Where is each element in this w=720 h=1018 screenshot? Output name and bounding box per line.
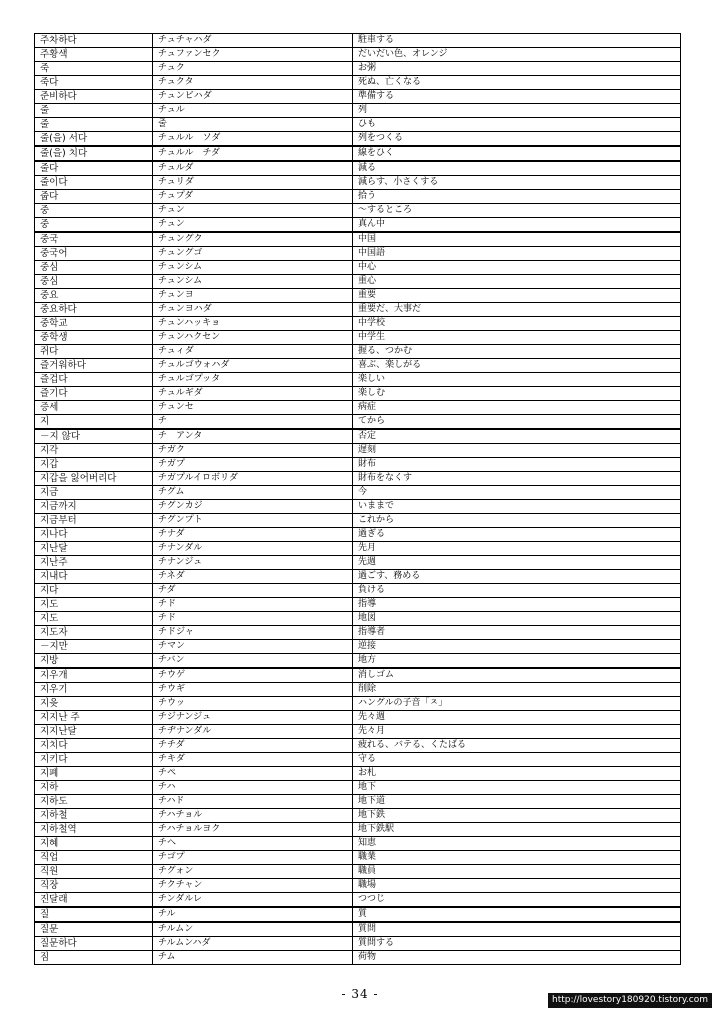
- korean-word-cell: 지: [35, 415, 153, 430]
- katakana-reading-cell: チグンカジ: [153, 500, 353, 514]
- table-row: [35, 556, 681, 570]
- table-row: [35, 359, 681, 373]
- katakana-reading-cell: チハチョル: [153, 809, 353, 823]
- japanese-meaning-cell: 中国語: [353, 247, 681, 261]
- katakana-reading-cell: チルムンハダ: [153, 937, 353, 951]
- korean-word-cell: 지갑을 잃어버리다: [35, 472, 153, 486]
- japanese-meaning-cell: 楽しむ: [353, 387, 681, 401]
- table-row: [35, 289, 681, 303]
- japanese-meaning-cell: 中心: [353, 261, 681, 275]
- korean-word-cell: 지폐: [35, 767, 153, 781]
- katakana-reading-cell: チバン: [153, 654, 353, 669]
- korean-word-cell: 질: [35, 907, 153, 922]
- japanese-meaning-cell: 重要だ、大事だ: [353, 303, 681, 317]
- table-row: [35, 640, 681, 654]
- korean-word-cell: 지방: [35, 654, 153, 669]
- korean-word-cell: 지도: [35, 598, 153, 612]
- japanese-meaning-cell: 中学校: [353, 317, 681, 331]
- korean-word-cell: 죽다: [35, 76, 153, 90]
- table-row: [35, 373, 681, 387]
- katakana-reading-cell: チハド: [153, 795, 353, 809]
- japanese-meaning-cell: ハングルの子音「ㅈ」: [353, 697, 681, 711]
- blog-url-watermark: http://lovestory180920.tistory.com: [548, 993, 712, 1008]
- korean-word-cell: 지도: [35, 612, 153, 626]
- japanese-meaning-cell: 質問: [353, 922, 681, 937]
- table-row: [35, 795, 681, 809]
- table-row: [35, 697, 681, 711]
- katakana-reading-cell: チュン: [153, 218, 353, 233]
- table-row: [35, 472, 681, 486]
- katakana-reading-cell: チュファンセク: [153, 48, 353, 62]
- katakana-reading-cell: チュングゴ: [153, 247, 353, 261]
- table-row: [35, 612, 681, 626]
- korean-word-cell: 지각: [35, 444, 153, 458]
- table-row: [35, 34, 681, 48]
- japanese-meaning-cell: 疲れる、バテる、くたばる: [353, 739, 681, 753]
- korean-word-cell: 직장: [35, 879, 153, 893]
- japanese-meaning-cell: 列: [353, 104, 681, 118]
- katakana-reading-cell: チドジャ: [153, 626, 353, 640]
- table-row: [35, 76, 681, 90]
- korean-word-cell: 중: [35, 204, 153, 218]
- japanese-meaning-cell: 先々週: [353, 711, 681, 725]
- japanese-meaning-cell: 財布をなくす: [353, 472, 681, 486]
- japanese-meaning-cell: ひも: [353, 118, 681, 132]
- table-row: [35, 809, 681, 823]
- korean-word-cell: 줄다: [35, 161, 153, 176]
- katakana-reading-cell: チュンセ: [153, 401, 353, 415]
- table-row: [35, 190, 681, 204]
- japanese-meaning-cell: 地下: [353, 781, 681, 795]
- japanese-meaning-cell: 列をつくる: [353, 132, 681, 147]
- japanese-meaning-cell: 削除: [353, 683, 681, 697]
- table-row: [35, 823, 681, 837]
- japanese-meaning-cell: 拾う: [353, 190, 681, 204]
- korean-word-cell: 지도자: [35, 626, 153, 640]
- korean-word-cell: 쥐다: [35, 345, 153, 359]
- japanese-meaning-cell: 線をひく: [353, 146, 681, 161]
- korean-word-cell: 즐거워하다: [35, 359, 153, 373]
- japanese-meaning-cell: 地下鉄駅: [353, 823, 681, 837]
- japanese-meaning-cell: 病症: [353, 401, 681, 415]
- korean-word-cell: 지난주: [35, 556, 153, 570]
- table-row: [35, 767, 681, 781]
- katakana-reading-cell: チダ: [153, 584, 353, 598]
- korean-word-cell: 짐: [35, 951, 153, 965]
- table-row: [35, 161, 681, 176]
- katakana-reading-cell: チド: [153, 612, 353, 626]
- katakana-reading-cell: チハチョルヨク: [153, 823, 353, 837]
- japanese-meaning-cell: 指導: [353, 598, 681, 612]
- katakana-reading-cell: チル: [153, 907, 353, 922]
- japanese-meaning-cell: 荷物: [353, 951, 681, 965]
- korean-word-cell: 지혜: [35, 837, 153, 851]
- korean-word-cell: 지난달: [35, 542, 153, 556]
- japanese-meaning-cell: 財布: [353, 458, 681, 472]
- japanese-meaning-cell: 楽しい: [353, 373, 681, 387]
- japanese-meaning-cell: ～するところ: [353, 204, 681, 218]
- table-row: [35, 937, 681, 951]
- japanese-meaning-cell: 減らす、小さくする: [353, 176, 681, 190]
- japanese-meaning-cell: 職員: [353, 865, 681, 879]
- table-row: [35, 317, 681, 331]
- japanese-meaning-cell: 負ける: [353, 584, 681, 598]
- korean-word-cell: 직업: [35, 851, 153, 865]
- table-row: [35, 104, 681, 118]
- katakana-reading-cell: チュルル チダ: [153, 146, 353, 161]
- table-row: [35, 542, 681, 556]
- table-row: [35, 584, 681, 598]
- katakana-reading-cell: チウゲ: [153, 668, 353, 683]
- katakana-reading-cell: チルムン: [153, 922, 353, 937]
- table-row: [35, 444, 681, 458]
- table-row: [35, 176, 681, 190]
- table-row: [35, 626, 681, 640]
- table-row: [35, 48, 681, 62]
- japanese-meaning-cell: 地下道: [353, 795, 681, 809]
- table-row: [35, 951, 681, 965]
- korean-word-cell: 중국: [35, 232, 153, 247]
- table-row: [35, 415, 681, 430]
- japanese-meaning-cell: お粥: [353, 62, 681, 76]
- japanese-meaning-cell: 今: [353, 486, 681, 500]
- table-row: [35, 387, 681, 401]
- table-row: [35, 90, 681, 104]
- katakana-reading-cell: チュンシム: [153, 275, 353, 289]
- japanese-meaning-cell: 地方: [353, 654, 681, 669]
- japanese-meaning-cell: 真ん中: [353, 218, 681, 233]
- korean-word-cell: 중학교: [35, 317, 153, 331]
- japanese-meaning-cell: お札: [353, 767, 681, 781]
- katakana-reading-cell: チウギ: [153, 683, 353, 697]
- katakana-reading-cell: チュクタ: [153, 76, 353, 90]
- korean-word-cell: 주차하다: [35, 34, 153, 48]
- korean-word-cell: 지다: [35, 584, 153, 598]
- katakana-reading-cell: チナンダル: [153, 542, 353, 556]
- japanese-meaning-cell: 遅刻: [353, 444, 681, 458]
- katakana-reading-cell: チクチャン: [153, 879, 353, 893]
- korean-word-cell: 중요하다: [35, 303, 153, 317]
- katakana-reading-cell: チュンヨハダ: [153, 303, 353, 317]
- korean-word-cell: 지우개: [35, 668, 153, 683]
- katakana-reading-cell: チュルゴウォハダ: [153, 359, 353, 373]
- korean-word-cell: 진달래: [35, 893, 153, 908]
- katakana-reading-cell: チュングク: [153, 232, 353, 247]
- japanese-meaning-cell: 握る、つかむ: [353, 345, 681, 359]
- table-row: [35, 851, 681, 865]
- japanese-meaning-cell: 重要: [353, 289, 681, 303]
- table-row: [35, 922, 681, 937]
- katakana-reading-cell: チ: [153, 415, 353, 430]
- table-row: [35, 753, 681, 767]
- japanese-meaning-cell: 逆接: [353, 640, 681, 654]
- katakana-reading-cell: チヂナンダル: [153, 725, 353, 739]
- korean-word-cell: 지지난달: [35, 725, 153, 739]
- korean-word-cell: 지금부터: [35, 514, 153, 528]
- table-row: [35, 683, 681, 697]
- katakana-reading-cell: チキダ: [153, 753, 353, 767]
- table-row: [35, 331, 681, 345]
- katakana-reading-cell: チュルダ: [153, 161, 353, 176]
- korean-word-cell: 즐겁다: [35, 373, 153, 387]
- japanese-meaning-cell: 地図: [353, 612, 681, 626]
- katakana-reading-cell: チグォン: [153, 865, 353, 879]
- korean-word-cell: 죽: [35, 62, 153, 76]
- japanese-meaning-cell: 指導者: [353, 626, 681, 640]
- japanese-meaning-cell: 重心: [353, 275, 681, 289]
- korean-word-cell: 즐기다: [35, 387, 153, 401]
- vocabulary-table: [34, 33, 681, 965]
- katakana-reading-cell: チュンビハダ: [153, 90, 353, 104]
- japanese-meaning-cell: つつじ: [353, 893, 681, 908]
- japanese-meaning-cell: 死ぬ、亡くなる: [353, 76, 681, 90]
- table-row: [35, 232, 681, 247]
- table-row: [35, 528, 681, 542]
- table-row: [35, 218, 681, 233]
- table-row: [35, 204, 681, 218]
- korean-word-cell: 준비하다: [35, 90, 153, 104]
- katakana-reading-cell: チンダルレ: [153, 893, 353, 908]
- katakana-reading-cell: チナンジュ: [153, 556, 353, 570]
- korean-word-cell: 줍다: [35, 190, 153, 204]
- korean-word-cell: 직원: [35, 865, 153, 879]
- korean-word-cell: 지하철: [35, 809, 153, 823]
- table-row: [35, 865, 681, 879]
- table-row: [35, 303, 681, 317]
- korean-word-cell: 중: [35, 218, 153, 233]
- japanese-meaning-cell: 喜ぶ、楽しがる: [353, 359, 681, 373]
- korean-word-cell: 지읒: [35, 697, 153, 711]
- korean-word-cell: 지지난 주: [35, 711, 153, 725]
- korean-word-cell: 증세: [35, 401, 153, 415]
- katakana-reading-cell: チガク: [153, 444, 353, 458]
- katakana-reading-cell: チジナンジュ: [153, 711, 353, 725]
- table-row: [35, 739, 681, 753]
- korean-word-cell: 지우기: [35, 683, 153, 697]
- table-row: [35, 893, 681, 908]
- korean-word-cell: 줄이다: [35, 176, 153, 190]
- table-row: [35, 118, 681, 132]
- korean-word-cell: 중요: [35, 289, 153, 303]
- katakana-reading-cell: チグム: [153, 486, 353, 500]
- korean-word-cell: 지내다: [35, 570, 153, 584]
- korean-word-cell: 줄(을) 치다: [35, 146, 153, 161]
- table-row: [35, 781, 681, 795]
- katakana-reading-cell: チュク: [153, 62, 353, 76]
- japanese-meaning-cell: 減る: [353, 161, 681, 176]
- japanese-meaning-cell: 否定: [353, 429, 681, 444]
- japanese-meaning-cell: てから: [353, 415, 681, 430]
- katakana-reading-cell: チナダ: [153, 528, 353, 542]
- japanese-meaning-cell: いままで: [353, 500, 681, 514]
- japanese-meaning-cell: 過ぎる: [353, 528, 681, 542]
- table-row: [35, 654, 681, 669]
- page-number: - 34 -: [341, 987, 379, 1001]
- katakana-reading-cell: チガプ: [153, 458, 353, 472]
- katakana-reading-cell: チハ: [153, 781, 353, 795]
- japanese-meaning-cell: 先週: [353, 556, 681, 570]
- korean-word-cell: 중심: [35, 261, 153, 275]
- korean-word-cell: －지만: [35, 640, 153, 654]
- japanese-meaning-cell: 中国: [353, 232, 681, 247]
- korean-word-cell: 중학생: [35, 331, 153, 345]
- japanese-meaning-cell: 先々月: [353, 725, 681, 739]
- table-row: [35, 345, 681, 359]
- katakana-reading-cell: チチダ: [153, 739, 353, 753]
- japanese-meaning-cell: 職場: [353, 879, 681, 893]
- katakana-reading-cell: チュンシム: [153, 261, 353, 275]
- korean-word-cell: 중국어: [35, 247, 153, 261]
- katakana-reading-cell: チュルギダ: [153, 387, 353, 401]
- katakana-reading-cell: チマン: [153, 640, 353, 654]
- japanese-meaning-cell: 守る: [353, 753, 681, 767]
- korean-word-cell: 줄(을) 서다: [35, 132, 153, 147]
- table-row: [35, 247, 681, 261]
- vocabulary-table-body: [35, 34, 681, 965]
- katakana-reading-cell: チヘ: [153, 837, 353, 851]
- korean-word-cell: 주황색: [35, 48, 153, 62]
- table-row: [35, 879, 681, 893]
- table-row: [35, 500, 681, 514]
- katakana-reading-cell: チグンプト: [153, 514, 353, 528]
- japanese-meaning-cell: 地下鉄: [353, 809, 681, 823]
- japanese-meaning-cell: 消しゴム: [353, 668, 681, 683]
- table-row: [35, 570, 681, 584]
- katakana-reading-cell: チド: [153, 598, 353, 612]
- korean-word-cell: 줄: [35, 104, 153, 118]
- katakana-reading-cell: チ アンタ: [153, 429, 353, 444]
- katakana-reading-cell: チネダ: [153, 570, 353, 584]
- table-row: [35, 429, 681, 444]
- katakana-reading-cell: チュリダ: [153, 176, 353, 190]
- katakana-reading-cell: チペ: [153, 767, 353, 781]
- japanese-meaning-cell: 過ごす、務める: [353, 570, 681, 584]
- korean-word-cell: 지금: [35, 486, 153, 500]
- japanese-meaning-cell: 質: [353, 907, 681, 922]
- katakana-reading-cell: チュプダ: [153, 190, 353, 204]
- japanese-meaning-cell: だいだい色、オレンジ: [353, 48, 681, 62]
- katakana-reading-cell: チュィダ: [153, 345, 353, 359]
- japanese-meaning-cell: 職業: [353, 851, 681, 865]
- korean-word-cell: 질문: [35, 922, 153, 937]
- table-row: [35, 275, 681, 289]
- japanese-meaning-cell: 準備する: [353, 90, 681, 104]
- korean-word-cell: 지하도: [35, 795, 153, 809]
- table-row: [35, 401, 681, 415]
- table-row: [35, 598, 681, 612]
- table-row: [35, 907, 681, 922]
- table-row: [35, 668, 681, 683]
- korean-word-cell: 지하철역: [35, 823, 153, 837]
- table-row: [35, 837, 681, 851]
- korean-word-cell: 지치다: [35, 739, 153, 753]
- korean-word-cell: 지금까지: [35, 500, 153, 514]
- table-row: [35, 62, 681, 76]
- table-row: [35, 514, 681, 528]
- katakana-reading-cell: チゴプ: [153, 851, 353, 865]
- japanese-meaning-cell: 中学生: [353, 331, 681, 345]
- katakana-reading-cell: チュル: [153, 104, 353, 118]
- japanese-meaning-cell: 質問する: [353, 937, 681, 951]
- korean-word-cell: 중심: [35, 275, 153, 289]
- katakana-reading-cell: チガプルイロボリダ: [153, 472, 353, 486]
- katakana-reading-cell: 줄: [153, 118, 353, 132]
- katakana-reading-cell: チム: [153, 951, 353, 965]
- korean-word-cell: 줄: [35, 118, 153, 132]
- katakana-reading-cell: チュンヨ: [153, 289, 353, 303]
- table-row: [35, 725, 681, 739]
- katakana-reading-cell: チュルル ソダ: [153, 132, 353, 147]
- table-row: [35, 261, 681, 275]
- katakana-reading-cell: チュンハクセン: [153, 331, 353, 345]
- korean-word-cell: －지 않다: [35, 429, 153, 444]
- table-row: [35, 458, 681, 472]
- japanese-meaning-cell: 知恵: [353, 837, 681, 851]
- table-row: [35, 146, 681, 161]
- japanese-meaning-cell: 駐車する: [353, 34, 681, 48]
- japanese-meaning-cell: これから: [353, 514, 681, 528]
- korean-word-cell: 질문하다: [35, 937, 153, 951]
- katakana-reading-cell: チュン: [153, 204, 353, 218]
- katakana-reading-cell: チュンハッキョ: [153, 317, 353, 331]
- korean-word-cell: 지갑: [35, 458, 153, 472]
- korean-word-cell: 지나다: [35, 528, 153, 542]
- table-row: [35, 486, 681, 500]
- katakana-reading-cell: チウッ: [153, 697, 353, 711]
- korean-word-cell: 지키다: [35, 753, 153, 767]
- table-row: [35, 711, 681, 725]
- katakana-reading-cell: チュチャハダ: [153, 34, 353, 48]
- table-row: [35, 132, 681, 147]
- korean-word-cell: 지하: [35, 781, 153, 795]
- japanese-meaning-cell: 先月: [353, 542, 681, 556]
- katakana-reading-cell: チュルゴプッタ: [153, 373, 353, 387]
